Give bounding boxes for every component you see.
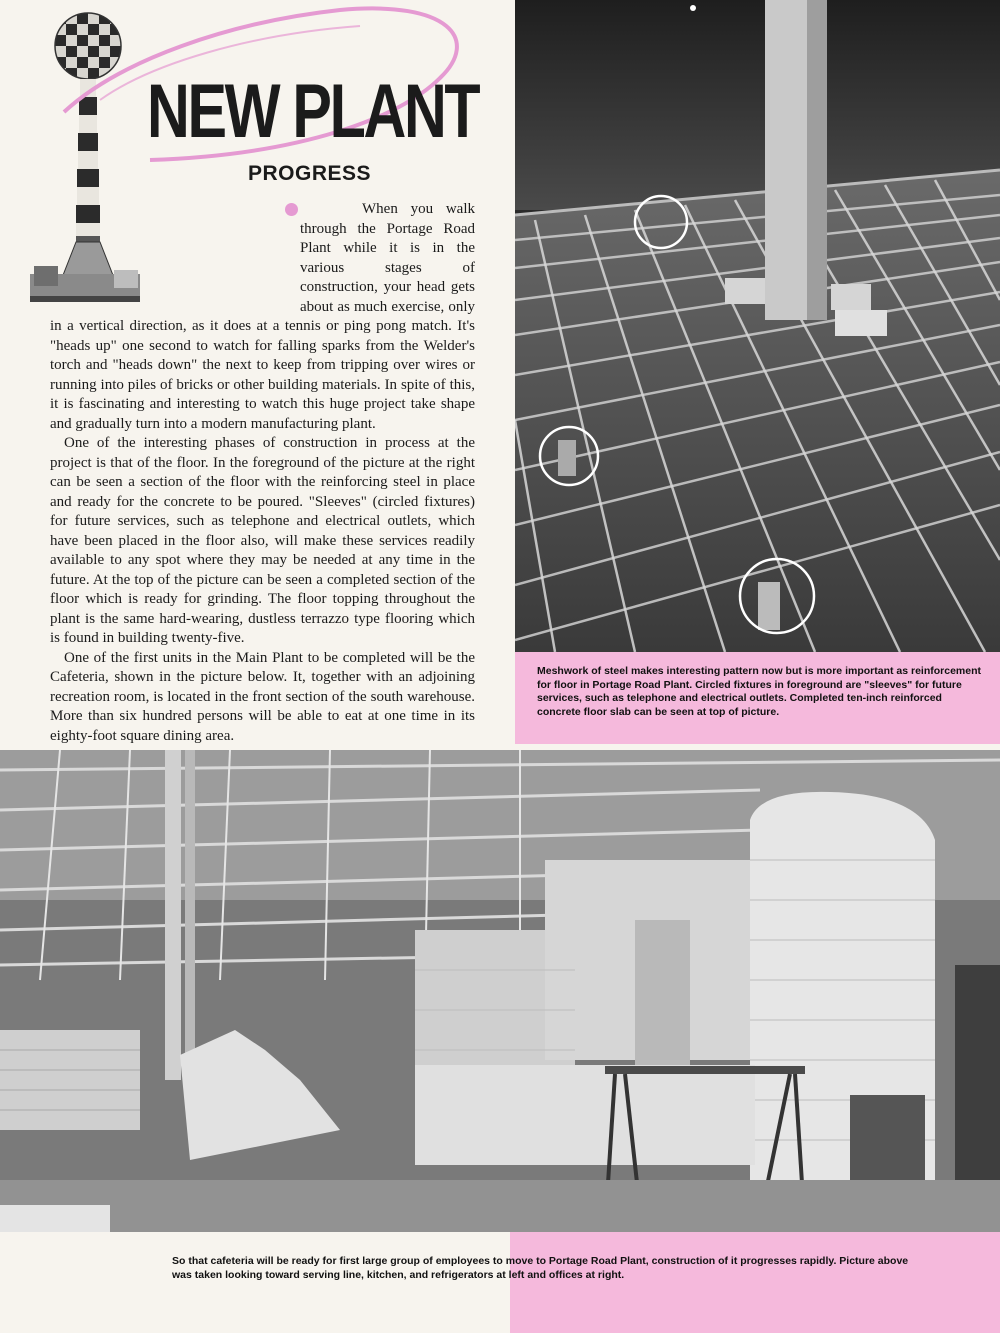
article-paragraph: When you walk through the Portage Road Plant while it is in the various stages of construction, your head gets about as much exercise, only in a vertical direction, as it does at a tennis or ping pong match. It's "heads up" one second to watch for falling sparks from the Welder's torch and "heads down" the next to keep from tripping over wires or running into piles of bricks or other building materials. In spite of this, it is fascinating and interesting to watch this huge project take shape and gradually turn into a modern manufacturing plant. (50, 201, 475, 432)
article-body (50, 200, 475, 746)
text-wrap-spacer (50, 200, 300, 304)
article-paragraph: One of the first units in the Main Plant to be completed will be the Cafeteria, shown in the picture below. It, together with an adjoining recreation room, is located in the front section of the south warehouse. More than six hundred persons will be able to eat at one time in its eighty-foot square dining area. (50, 649, 475, 744)
cafeteria-construction-photo (0, 750, 1000, 1232)
bottom-pink-accent (510, 1232, 1000, 1333)
cafeteria-caption-box (172, 1255, 912, 1282)
article-paragraph: One of the interesting phases of construction in process at the project is that of the floor. In the foreground of the picture at the right can be seen a section of the floor with the reinforcing steel in place and ready for the concrete to be poured. "Sleeves" (circled fixtures) for future services, such as telephone and electrical outlets, which have been placed in the floor also, will make these services readily available to any spot where they may be needed at any time in the future. At the top of the picture can be seen a completed section of the floor which is ready for grinding. The floor topping throughout the plant is the same hard-wearing, dustless terrazzo type flooring which is found in building twenty-five. (50, 435, 475, 646)
floor-photo-caption-box (515, 652, 1000, 744)
page-subtitle: PROGRESS (248, 162, 372, 185)
cafeteria-photo-caption: So that cafeteria will be ready for first large group of employees to move to Portage Road Plant, construction of it progresses rapidly. Picture above was taken looking toward serving line, kitchen, and refrigerators at left and offices at right. (172, 1255, 909, 1281)
floor-photo-caption: Meshwork of steel makes interesting pattern now but is more important as reinforcement for floor in Portage Road Plant. Circled fixtures in foreground are "sleeves" for future services, such as telephone and electrical outlets. Completed ten-inch reinforced concrete floor slab can be seen at top of picture. (537, 665, 982, 718)
page-title: NEW PLANT (147, 69, 479, 154)
floor-reinforcement-photo (515, 0, 1000, 652)
